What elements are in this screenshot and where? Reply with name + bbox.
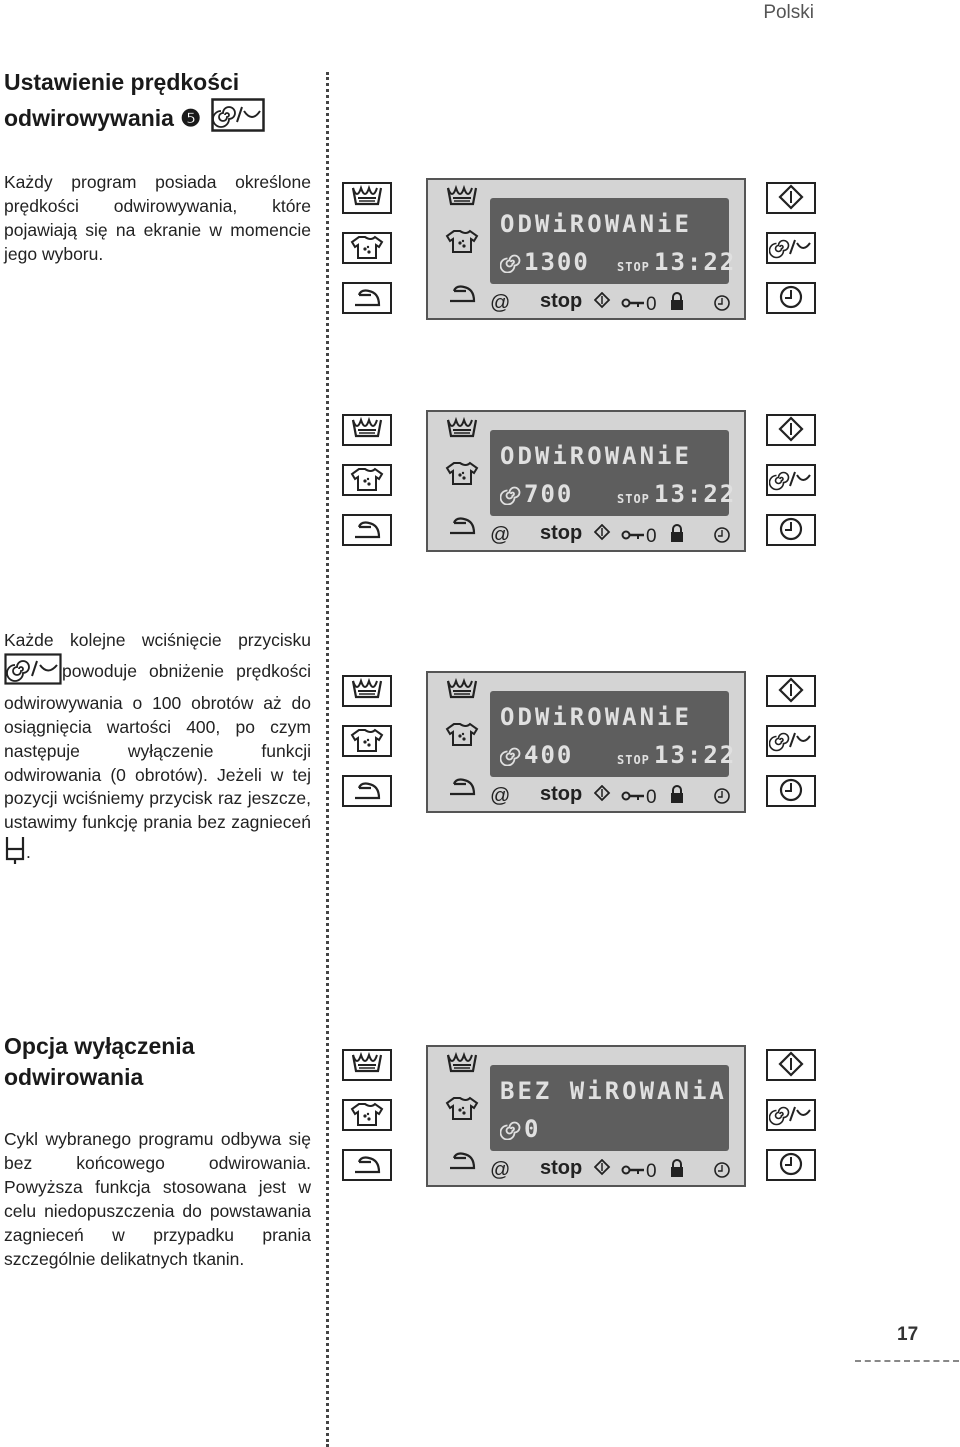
lcd-screen (490, 691, 737, 777)
start-button[interactable] (766, 1049, 816, 1081)
iron-indicator-icon (442, 773, 482, 804)
remote-indicator: @ (490, 524, 511, 546)
wash-indicator-icon (442, 184, 482, 215)
display-frame (426, 1045, 746, 1187)
stop-indicator: stop (540, 522, 583, 544)
lcd-stop-label: STOP (617, 260, 650, 274)
shirt-stain-button[interactable] (342, 232, 392, 264)
lcd-message: ODWiROWANiE (500, 703, 692, 731)
remote-indicator: @ (490, 292, 511, 314)
lcd-screen (490, 198, 737, 284)
spin-speed-button[interactable] (766, 725, 816, 757)
spin-speed-icon (769, 1101, 813, 1127)
iron-indicator-icon (442, 1147, 482, 1178)
wash-icon (347, 1051, 387, 1077)
shirt-stain-button[interactable] (342, 725, 392, 757)
wash-indicator-icon (442, 416, 482, 447)
svg-text:0: 0 (646, 526, 657, 546)
lcd-speed: 1300 (500, 248, 590, 279)
start-button[interactable] (766, 182, 816, 214)
lcd-speed: 700 (500, 480, 573, 511)
iron-button[interactable] (342, 775, 392, 807)
wash-icon (347, 677, 387, 703)
wash-button[interactable] (342, 182, 392, 214)
iron-button[interactable] (342, 282, 392, 314)
wash-icon (347, 416, 387, 442)
footer-dash-line (855, 1360, 959, 1362)
shirt-indicator-icon (442, 460, 482, 491)
lcd-message: ODWiROWANiE (500, 210, 692, 238)
iron-icon (347, 516, 387, 542)
spin-speed-button[interactable] (766, 464, 816, 496)
lcd-time: 13:22 (654, 248, 737, 276)
status-indicator-row (490, 522, 740, 548)
lcd-speed: 400 (500, 741, 573, 772)
delay-timer-icon (771, 777, 811, 803)
lcd-spin-icon (500, 251, 522, 279)
shirt-stain-button[interactable] (342, 1099, 392, 1131)
shirt-stain-icon (347, 1101, 387, 1127)
delay-timer-button[interactable] (766, 775, 816, 807)
status-indicator-row (490, 783, 740, 809)
iron-indicator-icon (442, 512, 482, 543)
wash-button[interactable] (342, 675, 392, 707)
control-panel-illustration (342, 1045, 822, 1187)
spin-speed-icon (769, 234, 813, 260)
delay-timer-icon (771, 284, 811, 310)
section1-paragraph: Każdy program posiada określone prędkości odwirowywania, które pojawiają się na ekranie w momencie jego wyboru. (4, 172, 311, 264)
start-icon (771, 416, 811, 442)
delay-timer-icon (771, 1151, 811, 1177)
crease-free-icon (4, 835, 26, 872)
lcd-time: 13:22 (654, 480, 737, 508)
start-button[interactable] (766, 414, 816, 446)
status-indicator-row (490, 290, 740, 316)
section2-paragraph: Każde kolejne wciśnięcie przycisku powoduje obniżenie prędkości odwirowywania o 100 obrotów aż do osiągnięcia wartości 400, po czym następuje wyłączenie funkcji odwirowania (0 obrotów). Jeżeli w tej pozycji wciśniemy przycisk raz jeszcze, ustawimy funkcję prania bez zagnieceń . (4, 629, 311, 872)
lcd-time: 13:22 (654, 741, 737, 769)
svg-text:0: 0 (646, 294, 657, 314)
lcd-screen (490, 1065, 729, 1151)
status-indicator-row (490, 1157, 740, 1183)
start-icon (771, 1051, 811, 1077)
control-panel-illustration (342, 671, 822, 813)
delay-timer-button[interactable] (766, 282, 816, 314)
lcd-screen (490, 430, 737, 516)
spin-speed-button[interactable] (766, 1099, 816, 1131)
iron-button[interactable] (342, 1149, 392, 1181)
lcd-spin-icon (500, 1118, 522, 1146)
section-title-spin-speed: Ustawienie prędkości odwirowywania ❺ (4, 67, 265, 140)
section3-paragraph: Cykl wybranego programu odbywa się bez końcowego odwirowania. Powyższa funkcja stosowana jest w celu niedopuszczenia do powstawania zagnieceń w przypadku prania szczególnie delikatnych tkanin. (4, 1129, 311, 1269)
display-frame (426, 178, 746, 320)
iron-button[interactable] (342, 514, 392, 546)
control-panel-illustration (342, 178, 822, 320)
lcd-message: ODWiROWANiE (500, 442, 692, 470)
lcd-spin-icon (500, 483, 522, 511)
lcd-spin-icon (500, 744, 522, 772)
wash-indicator-icon (442, 1051, 482, 1082)
shirt-indicator-icon (442, 1095, 482, 1126)
shirt-indicator-icon (442, 721, 482, 752)
display-frame (426, 671, 746, 813)
svg-text:0: 0 (646, 1161, 657, 1181)
iron-icon (347, 1151, 387, 1177)
shirt-stain-icon (347, 466, 387, 492)
wash-icon (347, 184, 387, 210)
control-panel-illustration (342, 410, 822, 552)
section-title-no-spin: Opcja wyłączenia odwirowania (4, 1033, 195, 1090)
spin-speed-button[interactable] (766, 232, 816, 264)
language-label: Polski (763, 2, 814, 23)
shirt-stain-button[interactable] (342, 464, 392, 496)
lcd-message: BEZ WiROWANiA (500, 1077, 727, 1105)
shirt-stain-icon (347, 727, 387, 753)
column-divider (326, 72, 329, 1447)
start-icon (771, 677, 811, 703)
shirt-indicator-icon (442, 228, 482, 259)
display-frame (426, 410, 746, 552)
shirt-stain-icon (347, 234, 387, 260)
stop-indicator: stop (540, 290, 583, 312)
delay-timer-icon (771, 516, 811, 542)
spin-speed-icon (769, 727, 813, 753)
spin-speed-icon (4, 653, 62, 692)
spin-speed-icon (211, 98, 265, 140)
start-button[interactable] (766, 675, 816, 707)
wash-button[interactable] (342, 414, 392, 446)
iron-indicator-icon (442, 280, 482, 311)
lcd-speed: 0 (500, 1115, 540, 1146)
wash-button[interactable] (342, 1049, 392, 1081)
remote-indicator: @ (490, 1159, 511, 1181)
lcd-stop-label: STOP (617, 492, 650, 506)
stop-indicator: stop (540, 1157, 583, 1179)
start-icon (771, 184, 811, 210)
iron-icon (347, 777, 387, 803)
page-number: 17 (897, 1324, 919, 1345)
remote-indicator: @ (490, 785, 511, 807)
delay-timer-button[interactable] (766, 514, 816, 546)
svg-text:0: 0 (646, 787, 657, 807)
stop-indicator: stop (540, 783, 583, 805)
spin-speed-icon (769, 466, 813, 492)
lcd-stop-label: STOP (617, 753, 650, 767)
iron-icon (347, 284, 387, 310)
wash-indicator-icon (442, 677, 482, 708)
delay-timer-button[interactable] (766, 1149, 816, 1181)
